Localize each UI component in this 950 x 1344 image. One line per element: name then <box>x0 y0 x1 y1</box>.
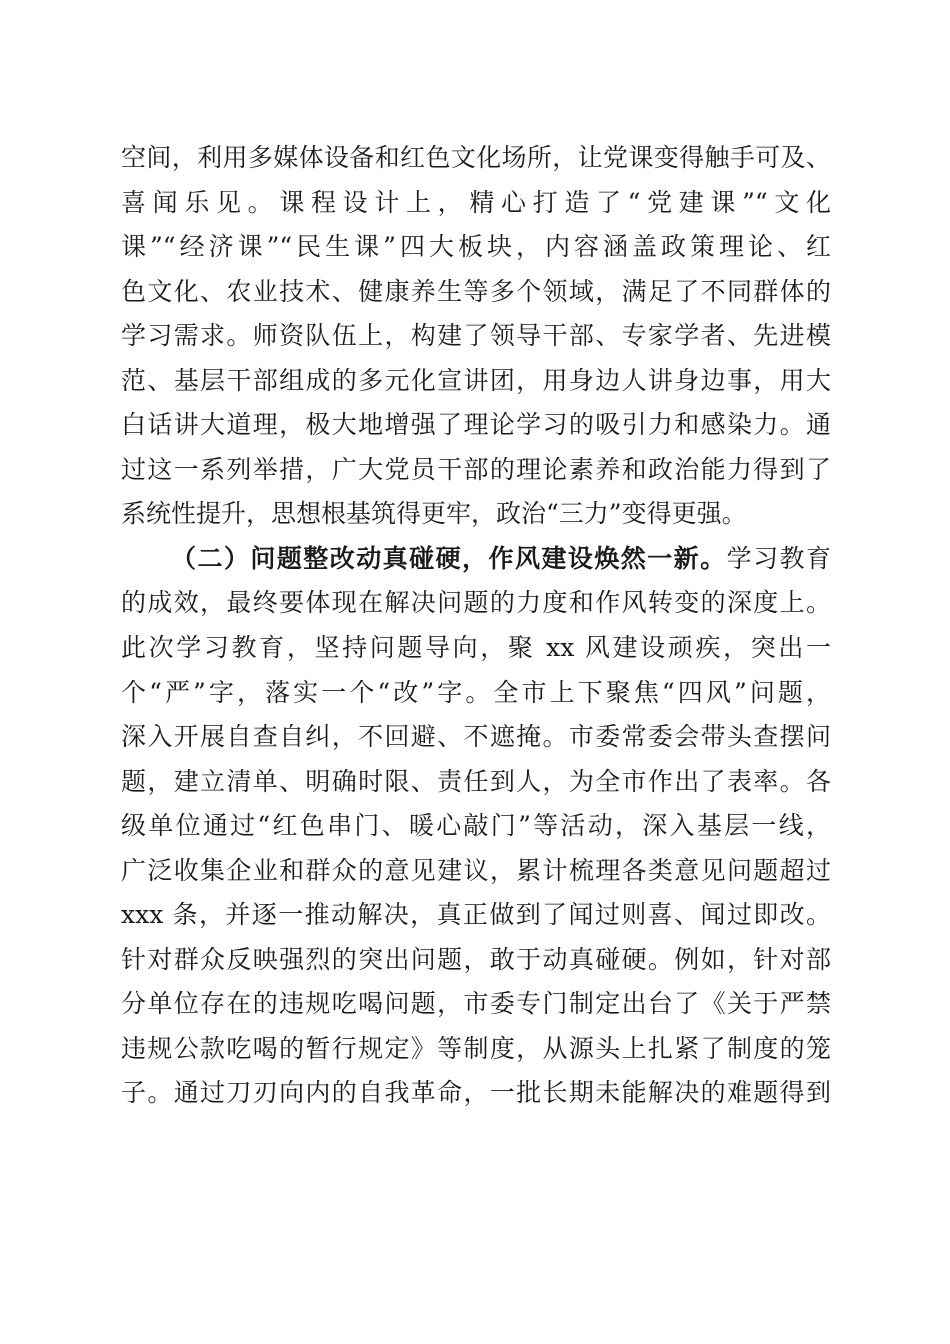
text-line: xxx 条，并逐一推动解决，真正做到了闻过则喜、闻过即改。 <box>121 900 831 930</box>
text-line: 深入开展自查自纠，不回避、不遮掩。市委常委会带头查摆问 <box>121 722 831 752</box>
heading-line-text: 学习教育 <box>726 543 831 573</box>
text-line: 过这一系列举措，广大党员干部的理论素养和政治能力得到了 <box>121 454 831 484</box>
text-line: 范、基层干部组成的多元化宣讲团，用身边人讲身边事，用大 <box>121 365 831 395</box>
text-line: 广泛收集企业和群众的意见建议，累计梳理各类意见问题超过 <box>121 855 831 885</box>
text-line: 白话讲大道理，极大地增强了理论学习的吸引力和感染力。通 <box>121 410 831 440</box>
text-line: 分单位存在的违规吃喝问题，市委专门制定出台了《关于严禁 <box>121 989 831 1019</box>
text-line: 针对群众反映强烈的突出问题，敢于动真碰硬。例如，针对部 <box>121 944 831 974</box>
section-heading: （二）问题整改动真碰硬，作风建设焕然一新。 <box>171 543 727 573</box>
text-line: 个“严”字，落实一个“改”字。全市上下聚焦“四风”问题， <box>121 677 831 707</box>
text-line: 的成效，最终要体现在解决问题的力度和作风转变的深度上。 <box>121 588 831 618</box>
text-line: 级单位通过“红色串门、暖心敲门”等活动，深入基层一线， <box>121 811 831 841</box>
paragraph-rectification <box>121 537 831 1116</box>
text-line: 系统性提升，思想根基筑得更牢，政治“三力”变得更强。 <box>121 499 747 529</box>
text-line: 题，建立清单、明确时限、责任到人，为全市作出了表率。各 <box>121 766 831 796</box>
text-line: 色文化、农业技术、健康养生等多个领域，满足了不同群体的 <box>121 276 831 306</box>
text-line: 子。通过刀刃向内的自我革命，一批长期未能解决的难题得到 <box>121 1078 831 1108</box>
text-line: 此次学习教育，坚持问题导向，聚 xx 风建设顽疾，突出一 <box>121 633 831 663</box>
text-line: 课”“经济课”“民生课”四大板块，内容涵盖政策理论、红 <box>121 232 831 262</box>
text-line: 违规公款吃喝的暂行规定》等制度，从源头上扎紧了制度的笼 <box>121 1033 831 1063</box>
paragraph-theory-learning <box>121 136 831 537</box>
section-heading-line <box>121 537 831 582</box>
document-body <box>121 136 831 1116</box>
text-line: 空间，利用多媒体设备和红色文化场所，让党课变得触手可及、 <box>121 143 831 172</box>
text-line: 学习需求。师资队伍上，构建了领导干部、专家学者、先进模 <box>121 321 831 351</box>
text-line: 喜闻乐见。课程设计上，精心打造了“党建课”“文化 <box>121 187 831 217</box>
